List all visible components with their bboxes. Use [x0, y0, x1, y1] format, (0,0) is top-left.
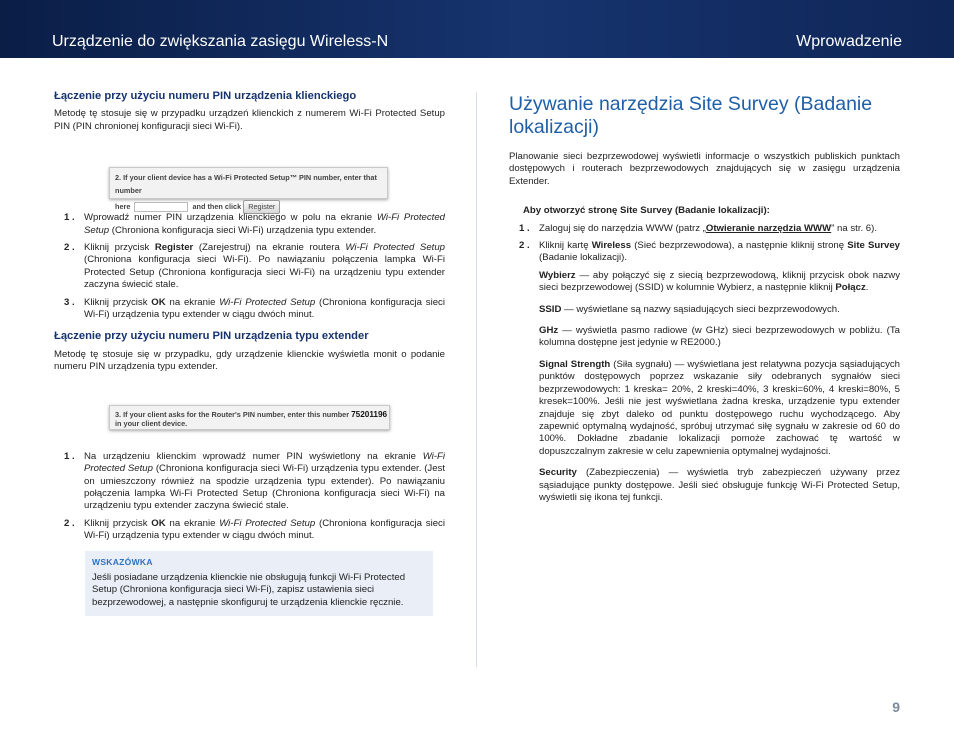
- screenshot-line1: 2. If your client device has a Wi-Fi Protected Setup™ PIN number, enter that number: [115, 173, 377, 195]
- header-section-title: Wprowadzenie: [796, 33, 902, 50]
- tip-text: Jeśli posiadane urządzenia klienckie nie obsługują funkcji Wi-Fi Protected Setup (Chroniona konfiguracja sieci Wi-Fi), zapisz ustawienia sieci bezprzewodowej, a następnie skonfiguruj te urządzenia klienckie ręcznie.: [92, 571, 406, 608]
- section-title: Używanie narzędzia Site Survey (Badanie lokalizacji): [509, 93, 873, 138]
- register-pin-screenshot: [109, 167, 388, 212]
- section1-steps: [54, 212, 445, 321]
- site-survey-steps: [509, 223, 900, 265]
- screenshot-then-click: and then click: [192, 202, 242, 212]
- page-header: [0, 0, 954, 58]
- section2-heading: Łączenie przy użyciu numeru PIN urządzenia typu extender: [54, 330, 369, 343]
- tip-title: WSKAZÓWKA: [92, 556, 153, 567]
- list-item: 2 . Kliknij przycisk OK na ekranie Wi-Fi Protected Setup (Chroniona konfiguracja sieci Wi-Fi) urządzenia typu extender w ciągu dwóch minut.: [64, 517, 445, 542]
- screenshot-pin-input: [134, 202, 188, 212]
- field-signal-strength: Signal Strength (Siła sygnału) — wyświetlana jest relatywna pozycja sąsiadujących punktów dostępowych poprzez wskazanie siły odebranych sygnałów sieci bezprzewodowych: 1 kreska= 20%, 2 kreski=40%, 3 kreski=60%, 4 kreski=80%, 5 kresek=100%. Jeśli nie jest wyświetlana żadna kreska, urządzenie typu extender znajduje się zbyt daleko od punktu dostępowego ruchu wychodzącego. Aby zapewnić optymalną wydajność, spróbuj utrzymać siłę sygnału w zakresie od 60 do 100%. Dokładne zbadanie lokalizacji pomoże zachować tę wartość w dopuszczalnym zakresie w celu zapewnienia optymalnej wydajności.: [539, 358, 900, 457]
- right-column: [509, 93, 900, 513]
- section1-heading: Łączenie przy użyciu numeru PIN urządzenia klienckiego: [54, 90, 357, 102]
- screenshot-register-button: Register: [243, 200, 280, 214]
- field-ghz: GHz — wyświetla pasmo radiowe (w GHz) sieci bezprzewodowych w pobliżu. (Ta kolumna dostępne jest jedynie w RE2000.): [539, 325, 900, 349]
- section2-intro: Metodę tę stosuje się w przypadku, gdy urządzenie klienckie wyświetla monit o podanie numeru PIN urządzenia typu extender.: [54, 348, 445, 373]
- field-security: Security (Zabezpieczenia) — wyświetla tryb zabezpieczeń używany przez sąsiadujące punkty dostępowe. Jeśli sieć obsługuje funkcję Wi-Fi Protected Setup, wyświetli się ikona tej funkcji.: [539, 467, 900, 503]
- list-item: 1 . Zaloguj się do narzędzia WWW (patrz „Otwieranie narzędzia WWW” na str. 6).: [519, 222, 878, 234]
- column-divider: [476, 92, 477, 667]
- list-item: 3 . Kliknij przycisk OK na ekranie Wi-Fi Protected Setup (Chroniona konfiguracja sieci Wi-Fi) urządzenia typu extender w ciągu dwóch minut.: [64, 296, 445, 321]
- field-select: Wybierz — aby połączyć się z siecią bezprzewodową, kliknij przycisk obok nazwy sieci bezprzewodowej (SSID) w kolumnie Wybierz, a następnie kliknij Połącz.: [539, 269, 900, 294]
- extender-pin-screenshot: 3. If your client asks for the Router's PIN number, enter this number 75201196 in your client device.: [109, 405, 390, 430]
- section2-steps: [54, 451, 445, 543]
- section1-intro: Metodę tę stosuje się w przypadku urządzeń klienckich z numerem Wi-Fi Protected Setup PIN (PIN chronionej konfiguracji sieci Wi-Fi).: [54, 108, 445, 132]
- web-utility-link[interactable]: Otwieranie narzędzia WWW: [705, 222, 832, 234]
- list-item: 2 . Kliknij przycisk Register (Zarejestruj) na ekranie routera Wi-Fi Protected Setup (Chroniona konfiguracja sieci Wi-Fi). Po nawiązaniu połączenia lampka Wi-Fi Protected Setup (Chroniona konfiguracja sieci Wi-Fi) na urządzeniu typu extender zaczyna świecić stale.: [64, 242, 445, 291]
- list-item: 1 . Wprowadź numer PIN urządzenia klienckiego w polu na ekranie Wi-Fi Protected Setup (Chroniona konfiguracja sieci Wi-Fi) urządzenia typu extender.: [64, 212, 445, 236]
- list-item: 2 . Kliknij kartę Wireless (Sieć bezprzewodowa), a następnie kliknij stronę Site Survey (Badanie lokalizacji).: [519, 240, 900, 264]
- tip-box: [85, 551, 433, 617]
- page-number: 9: [892, 699, 900, 715]
- header-product-title: Urządzenie do zwiększania zasięgu Wireless-N: [52, 33, 389, 50]
- site-survey-fields: [509, 270, 900, 505]
- site-survey-intro: Planowanie sieci bezprzewodowej wyświetli informacje o wszystkich publiskich punktach dostępowych i routerach bezprzewodowych znajdujących się w zasięgu urządzenia Extender.: [509, 151, 900, 187]
- how-to-heading: Aby otworzyć stronę Site Survey (Badanie lokalizacji):: [523, 205, 770, 217]
- field-ssid: SSID — wyświetlane są nazwy sąsiadujących sieci bezprzewodowych.: [539, 303, 840, 315]
- left-column: [54, 90, 445, 616]
- screenshot-here: here: [115, 202, 131, 212]
- list-item: 1 . Na urządzeniu klienckim wprowadź numer PIN wyświetlony na ekranie Wi-Fi Protected Setup (Chroniona konfiguracja sieci Wi-Fi) urządzenia typu extender. (Jest on umieszczony również na spodzie urządzenia typu extender). Po nawiązaniu połączenia lampka Wi-Fi Protected Setup (Chroniona konfiguracja sieci Wi-Fi) na urządzeniu typu extender zaczyna świecić stale.: [64, 450, 445, 512]
